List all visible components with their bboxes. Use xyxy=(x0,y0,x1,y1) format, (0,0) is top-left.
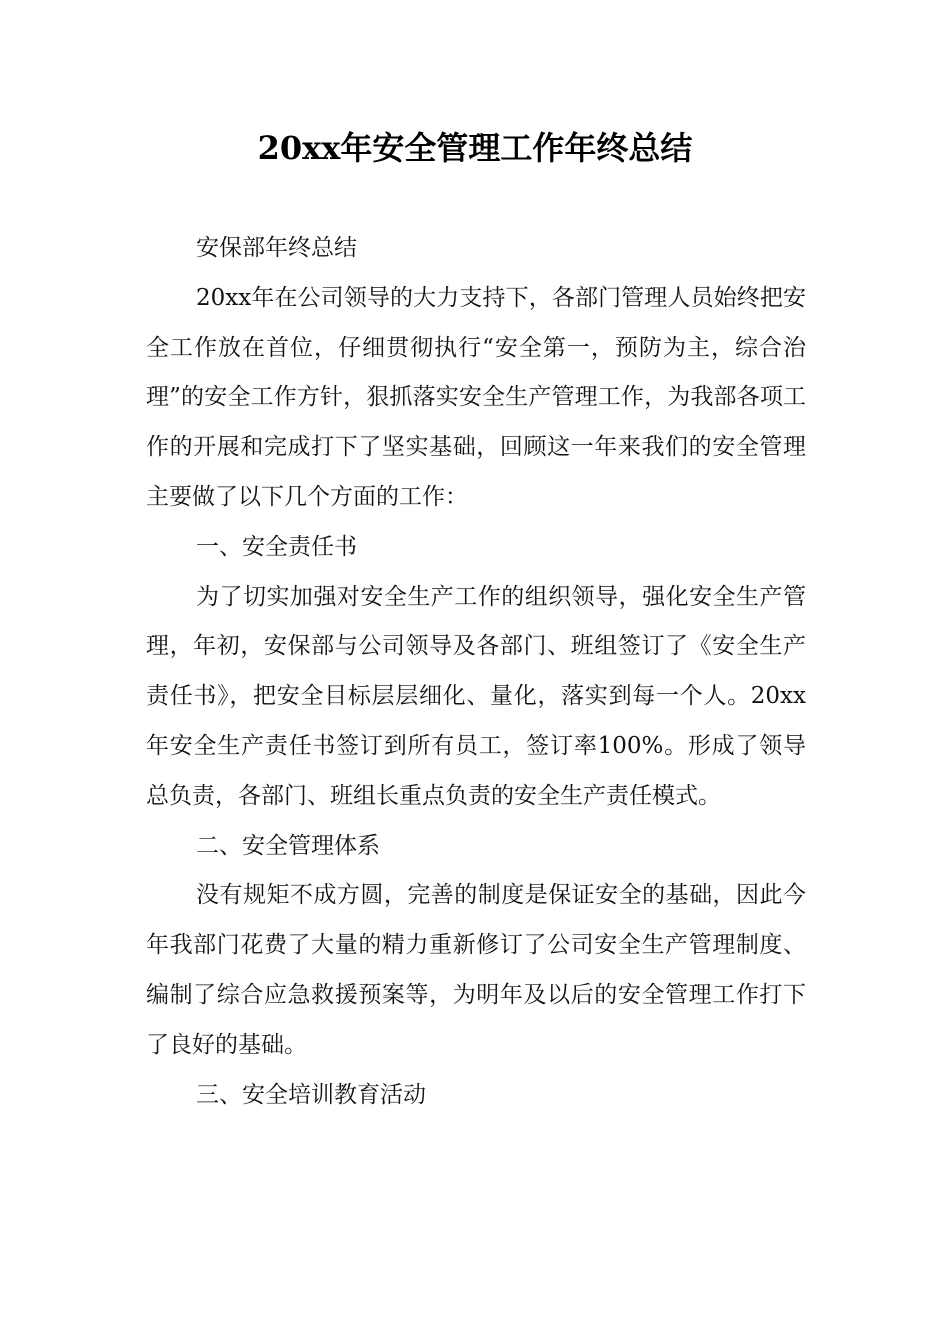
document-body xyxy=(146,224,806,1120)
section-heading-1: 一、安全责任书 xyxy=(196,533,357,560)
section-heading-3: 三、安全培训教育活动 xyxy=(196,1081,426,1108)
document-title: 20xx年安全管理工作年终总结 xyxy=(257,129,693,167)
intro-paragraph: 20xx年在公司领导的大力支持下，各部门管理人员始终把安全工作放在首位，仔细贯彻执行“安全第一，预防为主，综合治理”的安全工作方针，狠抓落实安全生产管理工作，为我部各项工作的开展和完成打下了坚实基础，回顾这一年来我们的安全管理主要做了以下几个方面的工作： xyxy=(146,284,806,510)
section-paragraph-2: 没有规矩不成方圆，完善的制度是保证安全的基础，因此今年我部门花费了大量的精力重新修订了公司安全生产管理制度、编制了综合应急救援预案等，为明年及以后的安全管理工作打下了良好的基础。 xyxy=(146,882,806,1058)
subtitle-paragraph: 安保部年终总结 xyxy=(196,235,357,261)
section-paragraph-1: 为了切实加强对安全生产工作的组织领导，强化安全生产管理，年初，安保部与公司领导及各部门、班组签订了《安全生产责任书》，把安全目标层层细化、量化，落实到每一个人。20xx年安全生产责任书签订到所有员工，签订率100%。形成了领导总负责，各部门、班组长重点负责的安全生产责任模式。 xyxy=(146,583,806,809)
section-heading-2: 二、安全管理体系 xyxy=(196,832,380,859)
